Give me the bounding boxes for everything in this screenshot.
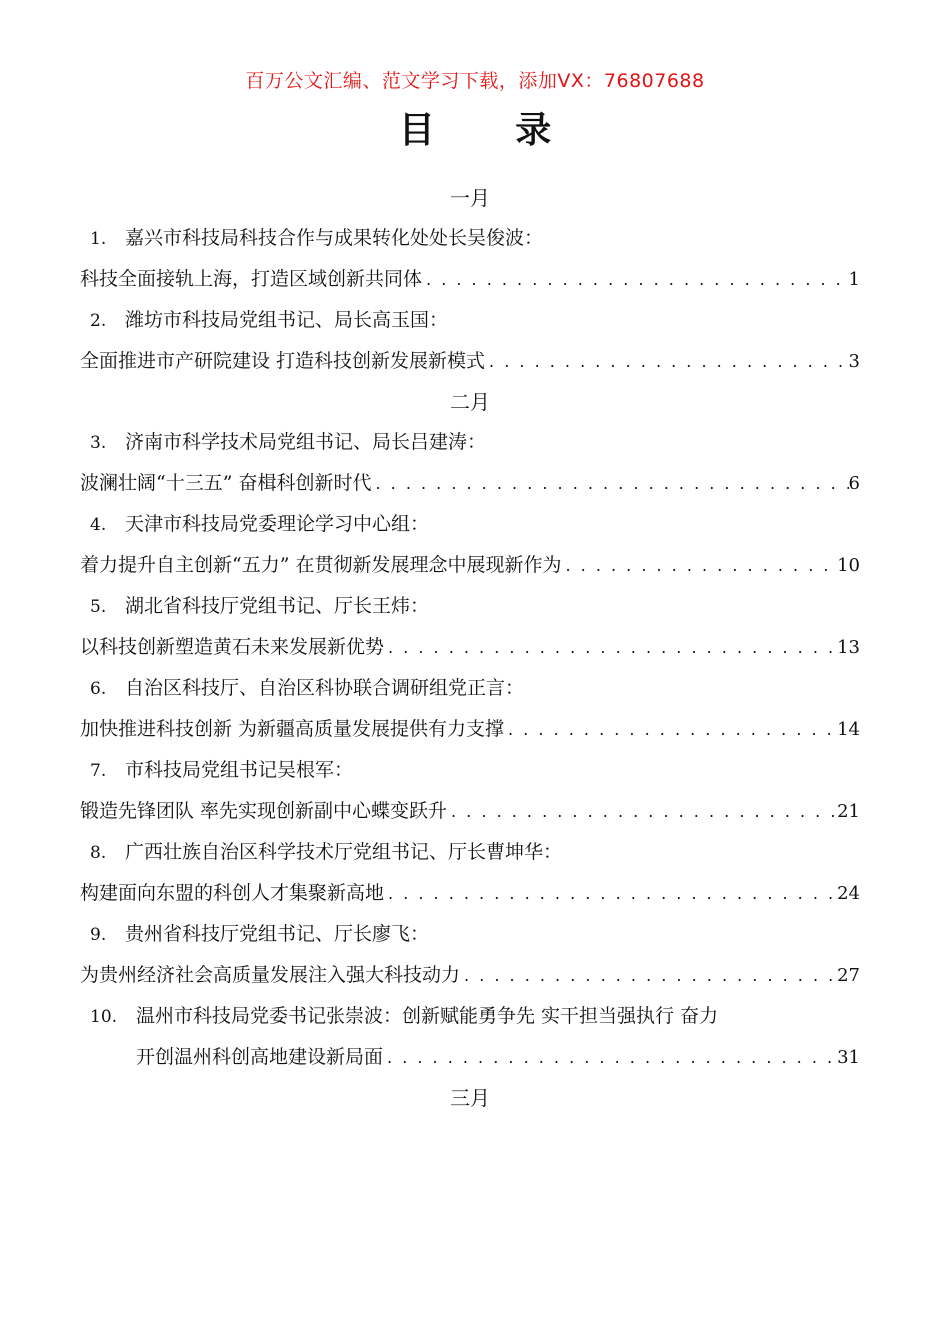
entry-title-line	[80, 627, 860, 668]
entry-author	[80, 300, 860, 341]
toc-entry-3[interactable]	[80, 422, 860, 504]
dot-leader	[561, 545, 837, 586]
entry-number: 2.	[90, 311, 107, 331]
entry-author	[80, 422, 860, 463]
dot-leader	[383, 1037, 837, 1078]
entry-author-text: 济南市科学技术局党组书记、局长吕建涛：	[125, 431, 487, 453]
dot-leader	[460, 955, 837, 996]
entry-title-line	[80, 1037, 860, 1078]
entry-page-number: 31	[837, 1047, 860, 1068]
dot-leader	[447, 791, 837, 832]
entry-title: 波澜壮阔“十三五” 奋楫科创新时代	[80, 472, 372, 494]
entry-author-text: 市科技局党组书记吴根军：	[125, 759, 354, 781]
entry-author	[80, 832, 860, 873]
entry-author-text: 天津市科技局党委理论学习中心组：	[125, 513, 430, 535]
entry-title: 为贵州经济社会高质量发展注入强大科技动力	[80, 964, 461, 986]
entry-title: 以科技创新塑造黄石未来发展新优势	[80, 636, 385, 658]
entry-author-text: 自治区科技厅、自治区科协联合调研组党正言：	[125, 677, 525, 699]
entry-title-line	[80, 545, 860, 586]
entry-title-line	[80, 463, 860, 504]
toc-entry-7[interactable]	[80, 750, 860, 832]
entry-author	[80, 586, 860, 627]
toc-entry-1[interactable]	[80, 218, 860, 300]
entry-author	[80, 750, 860, 791]
dot-leader	[371, 463, 848, 504]
toc-entry-2[interactable]	[80, 300, 860, 382]
entry-page-number: 3	[848, 351, 860, 372]
entry-title-line	[80, 341, 860, 382]
entry-number: 7.	[90, 761, 107, 781]
entry-page-number: 6	[848, 473, 860, 494]
entry-number: 10.	[90, 1007, 118, 1027]
entry-title-line	[80, 873, 860, 914]
entry-author-text: 嘉兴市科技局科技合作与成果转化处处长吴俊波：	[125, 227, 544, 249]
entry-author	[80, 996, 860, 1037]
entry-author-text: 广西壮族自治区科学技术厅党组书记、厅长曹坤华：	[125, 841, 563, 863]
entry-author	[80, 218, 860, 259]
entry-number: 4.	[90, 515, 107, 535]
dot-leader	[504, 709, 837, 750]
entry-title: 开创温州科创高地建设新局面	[136, 1046, 384, 1068]
page-title: 目 录	[398, 110, 586, 151]
dot-leader	[485, 341, 849, 382]
entry-title: 科技全面接轨上海，打造区域创新共同体	[80, 268, 423, 290]
entry-title: 加快推进科技创新 为新疆高质量发展提供有力支撑	[80, 718, 505, 740]
entry-author-text: 贵州省科技厅党组书记、厅长廖飞：	[125, 923, 430, 945]
toc-entry-5[interactable]	[80, 586, 860, 668]
toc-entry-10[interactable]	[80, 996, 860, 1078]
entry-title-line	[80, 259, 860, 300]
entry-page-number: 1	[848, 269, 860, 290]
entry-number: 5.	[90, 597, 107, 617]
entry-number: 8.	[90, 843, 107, 863]
entry-page-number: 27	[837, 965, 860, 986]
toc-entry-9[interactable]	[80, 914, 860, 996]
entry-number: 6.	[90, 679, 107, 699]
entry-author-text: 潍坊市科技局党组书记、局长高玉国：	[125, 309, 449, 331]
entry-author	[80, 668, 860, 709]
entry-title: 全面推进市产研院建设 打造科技创新发展新模式	[80, 350, 486, 372]
toc-entry-4[interactable]	[80, 504, 860, 586]
entry-number: 1.	[90, 229, 107, 249]
entry-title-line	[80, 791, 860, 832]
entry-title: 着力提升自主创新“五力” 在贯彻新发展理念中展现新作为	[80, 554, 562, 576]
toc-entry-6[interactable]	[80, 668, 860, 750]
entry-page-number: 21	[837, 801, 860, 822]
toc-entry-8[interactable]	[80, 832, 860, 914]
month-heading-january: 一月	[450, 186, 490, 210]
entry-page-number: 14	[837, 719, 860, 740]
entry-author	[80, 914, 860, 955]
dot-leader	[384, 873, 837, 914]
entry-title: 锻造先锋团队 率先实现创新副中心蝶变跃升	[80, 800, 448, 822]
entry-page-number: 24	[837, 883, 860, 904]
dot-leader	[422, 259, 849, 300]
month-heading-march: 三月	[450, 1086, 490, 1110]
entry-title: 构建面向东盟的科创人才集聚新高地	[80, 882, 385, 904]
entry-author-text: 温州市科技局党委书记张崇波：创新赋能勇争先 实干担当强执行 奋力	[136, 1005, 719, 1027]
month-heading-february: 二月	[450, 390, 490, 414]
entry-author	[80, 504, 860, 545]
download-banner: 百万公文汇编、范文学习下载，添加VX：76807688	[245, 70, 705, 92]
entry-author-text: 湖北省科技厅党组书记、厅长王炜：	[125, 595, 430, 617]
entry-number: 9.	[90, 925, 107, 945]
entry-title-line	[80, 955, 860, 996]
table-of-contents	[80, 178, 860, 1118]
entry-page-number: 13	[837, 637, 860, 658]
entry-page-number: 10	[837, 555, 860, 576]
entry-title-line	[80, 709, 860, 750]
dot-leader	[384, 627, 837, 668]
entry-number: 3.	[90, 433, 107, 453]
